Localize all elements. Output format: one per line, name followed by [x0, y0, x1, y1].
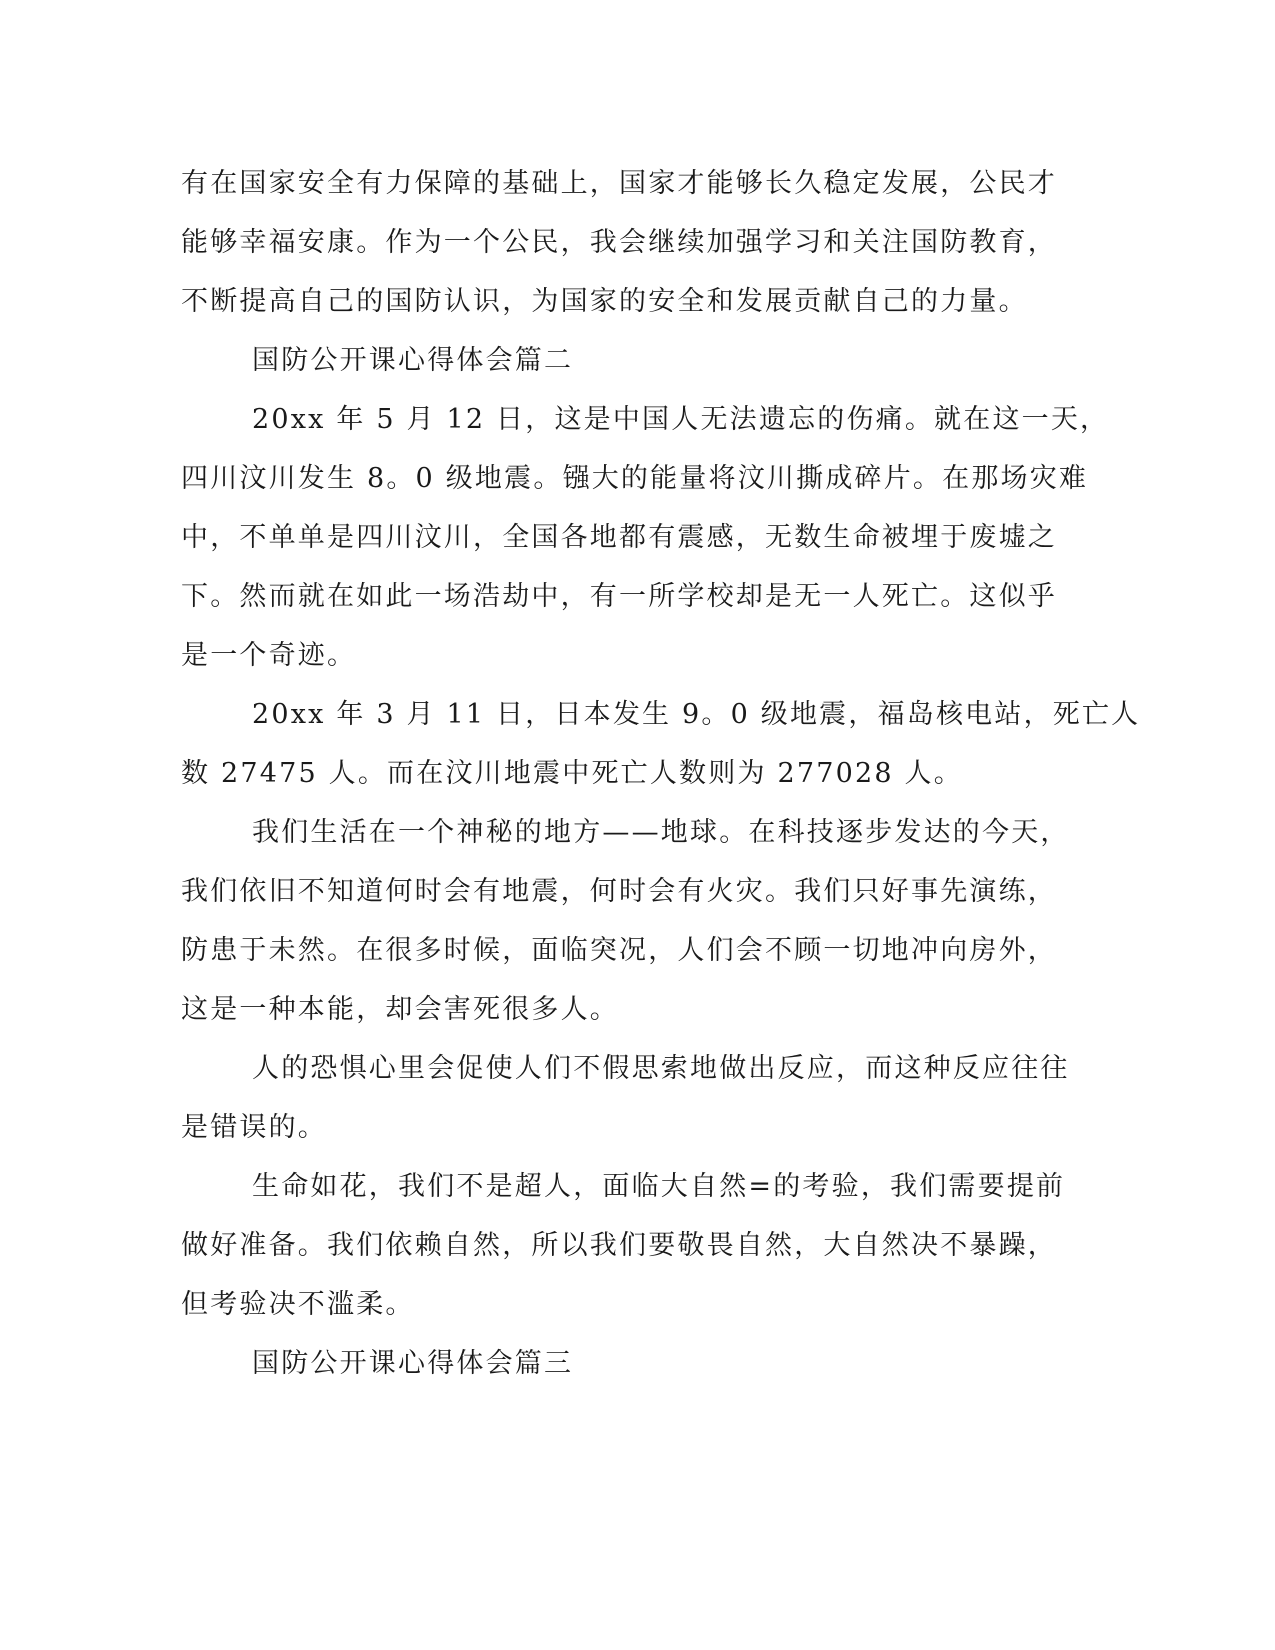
paragraph-line: 四川汶川发生 8。0 级地震。镪大的能量将汶川撕成碎片。在那场灾难	[181, 463, 1089, 494]
section-heading: 国防公开课心得体会篇三	[252, 1348, 574, 1379]
paragraph-line: 我们生活在一个神秘的地方——地球。在科技逐步发达的今天，	[252, 817, 1070, 848]
paragraph-line: 中，不单单是四川汶川，全国各地都有震感，无数生命被埋于废墟之	[181, 522, 1057, 553]
paragraph-line: 20xx 年 3 月 11 日，日本发生 9。0 级地震，福岛核电站，死亡人	[252, 699, 1141, 730]
paragraph-line: 防患于未然。在很多时候，面临突况，人们会不顾一切地冲向房外，	[181, 935, 1057, 966]
paragraph-line: 生命如花，我们不是超人，面临大自然=的考验，我们需要提前	[252, 1171, 1066, 1202]
paragraph-line: 人的恐惧心里会促使人们不假思索地做出反应，而这种反应往往	[252, 1053, 1070, 1084]
document-body	[181, 154, 1141, 1393]
section-heading: 国防公开课心得体会篇二	[252, 345, 574, 376]
paragraph-line: 但考验决不滥柔。	[181, 1289, 415, 1320]
paragraph-line: 不断提高自己的国防认识，为国家的安全和发展贡献自己的力量。	[181, 286, 1028, 317]
paragraph-line: 20xx 年 5 月 12 日，这是中国人无法遗忘的伤痛。就在这一天，	[252, 404, 1110, 435]
paragraph-line: 能够幸福安康。作为一个公民，我会继续加强学习和关注国防教育，	[181, 227, 1057, 258]
paragraph-line: 下。然而就在如此一场浩劫中，有一所学校却是无一人死亡。这似乎	[181, 581, 1057, 612]
paragraph-line: 是错误的。	[181, 1112, 327, 1143]
paragraph-line: 是一个奇迹。	[181, 640, 357, 671]
paragraph-line: 数 27475 人。而在汶川地震中死亡人数则为 277028 人。	[181, 758, 963, 789]
paragraph-line: 这是一种本能，却会害死很多人。	[181, 994, 619, 1025]
paragraph-line: 有在国家安全有力保障的基础上，国家才能够长久稳定发展，公民才	[181, 168, 1057, 199]
paragraph-line: 做好准备。我们依赖自然，所以我们要敬畏自然，大自然决不暴躁，	[181, 1230, 1057, 1261]
paragraph-line: 我们依旧不知道何时会有地震，何时会有火灾。我们只好事先演练，	[181, 876, 1057, 907]
